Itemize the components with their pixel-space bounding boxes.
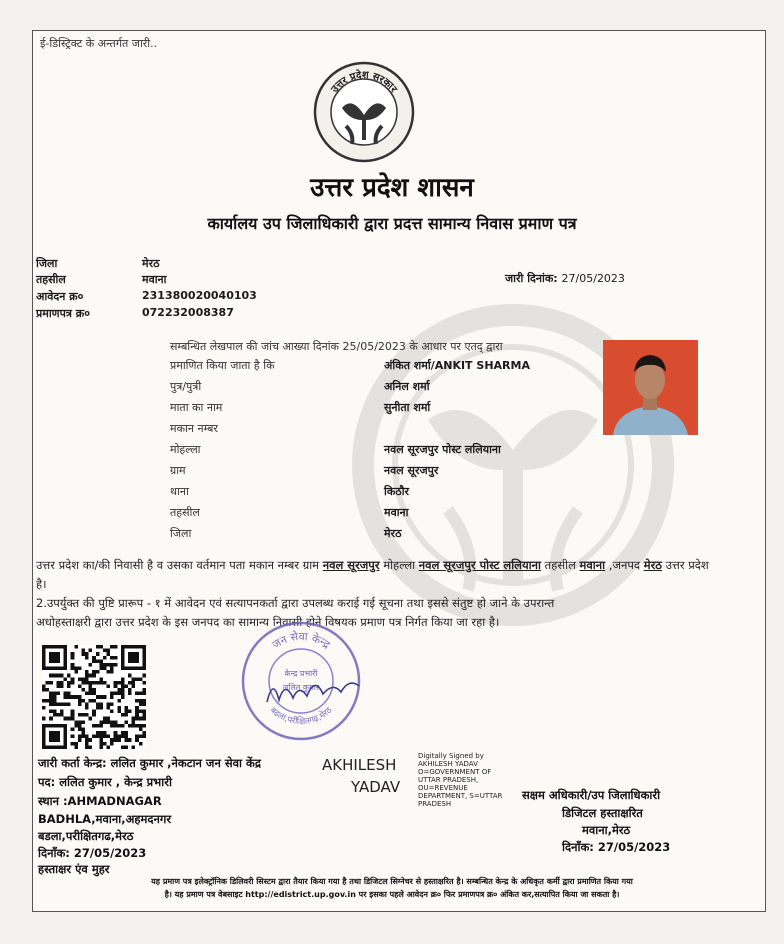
detail-value: अनिल शर्मा bbox=[384, 380, 430, 393]
digital-signature-details bbox=[418, 752, 518, 808]
up-government-emblem-icon bbox=[312, 60, 416, 164]
footer-note-line-2: है। यह प्रमाण पत्र वेबसाइट http://edistrict.up.gov.in पर इसका पहले आवेदन क्र० फिर प्रमाणपत्र क्र० अंकित कर,सत्यापित किया जा सकता है। bbox=[164, 890, 620, 899]
government-heading: उत्तर प्रदेश शासन bbox=[310, 173, 474, 203]
authority-line: डिजिटल हस्ताक्षरित bbox=[562, 806, 643, 820]
detail-label: थाना bbox=[170, 485, 189, 498]
statement-district: मेरठ bbox=[643, 558, 662, 572]
detail-value: किठौर bbox=[384, 485, 410, 498]
field-label: आवेदन क्र० bbox=[36, 290, 84, 303]
detail-label: पुत्र/पुत्री bbox=[170, 380, 202, 393]
dsig-line: O=GOVERNMENT OF bbox=[418, 768, 492, 776]
signer-first-name: AKHILESH bbox=[322, 756, 397, 774]
issuer-line: बडला,परीक्षितगढ,मेरठ bbox=[38, 829, 134, 843]
detail-value: सुनीता शर्मा bbox=[384, 401, 431, 414]
statement-text: उत्तर प्रदेश का/की निवासी है व उसका वर्तमान पता मकान नम्बर ग्राम bbox=[36, 558, 323, 572]
detail-label: प्रमाणित किया जाता है कि bbox=[170, 359, 275, 372]
svg-text:जन सेवा केन्द्र bbox=[270, 630, 333, 652]
field-value: 072232008387 bbox=[142, 306, 234, 319]
statement-text: मोहल्ला bbox=[379, 558, 419, 572]
handwritten-signature bbox=[263, 672, 363, 712]
dsig-line: PRADESH bbox=[418, 800, 452, 808]
dsig-line: AKHILESH YADAV bbox=[418, 760, 478, 768]
field-value: मवाना bbox=[142, 273, 167, 286]
field-value: 231380020040103 bbox=[142, 289, 257, 302]
field-label: प्रमाणपत्र क्र० bbox=[36, 307, 90, 320]
detail-value: मवाना bbox=[384, 506, 409, 519]
issuer-line: पद: ललित कुमार , केन्द्र प्रभारी bbox=[38, 775, 172, 789]
stamp-bottom-text: बढला,परीक्षितगढ़,मेरठ bbox=[267, 705, 335, 728]
signer-last-name: YADAV bbox=[351, 778, 401, 796]
qr-code bbox=[42, 645, 146, 749]
verification-intro: सम्बन्धित लेखपाल की जांच आख्या दिनांक 25/05/2023 के आधार पर एतद् द्वारा bbox=[170, 340, 503, 353]
authority-line: मवाना,मेरठ bbox=[582, 823, 631, 837]
stamp-mid-text: ललित कुमार bbox=[282, 683, 320, 692]
dsig-line: DEPARTMENT, S=UTTAR bbox=[418, 792, 503, 800]
stamp-mid-text: केन्द्र प्रभारी bbox=[284, 669, 318, 678]
statement-text: तहसील bbox=[541, 558, 580, 572]
statement-text: उत्तर प्रदेश है। bbox=[36, 558, 709, 591]
issuer-line: BADHLA,मवाना,अहमदनगर bbox=[38, 812, 172, 826]
statement-text: ,जनपद bbox=[605, 558, 644, 572]
detail-label: मोहल्ला bbox=[170, 443, 201, 456]
dsig-line: OU=REVENUE bbox=[418, 784, 468, 792]
detail-label: मकान नम्बर bbox=[170, 422, 218, 435]
detail-label: ग्राम bbox=[170, 464, 186, 477]
authority-line: दिनाँक: 27/05/2023 bbox=[562, 840, 671, 854]
field-label: तहसील bbox=[36, 273, 66, 286]
issuer-line: स्थान :AHMADNAGAR bbox=[38, 794, 162, 808]
statement-village: नवल सूरजपुर bbox=[322, 558, 380, 572]
stamp-top-text: जन सेवा केन्द्र bbox=[269, 629, 333, 652]
detail-value: नवल सूरजपुर bbox=[384, 464, 439, 477]
certificate-title: कार्यालय उप जिलाधिकारी द्वारा प्रदत्त सामान्य निवास प्रमाण पत्र bbox=[207, 214, 577, 233]
dsig-line: Digitally Signed by bbox=[418, 752, 484, 760]
detail-value: नवल सूरजपुर पोस्ट ललियाना bbox=[384, 443, 501, 456]
field-value: मेरठ bbox=[142, 257, 160, 270]
statement-mohalla: नवल सूरजपुर पोस्ट ललियाना bbox=[418, 558, 541, 572]
issuer-line: हस्ताक्षर एंव मुहर bbox=[38, 862, 110, 876]
statement-line-2: 2.उपर्युक्त की पुष्टि प्रारूप - १ में आवेदन एवं सत्यापनकर्ता द्वारा उपलब्ध कराई गई सूचना तथा इससे संतुष्ट हो जाने के उपरान्त bbox=[36, 596, 555, 610]
authority-line: सक्षम अधिकारी/उप जिलाधिकारी bbox=[522, 788, 661, 802]
residence-statement bbox=[36, 556, 716, 632]
issuer-line: जारी कर्ता केन्द्र: ललित कुमार ,नेकटान जन सेवा केंद्र bbox=[38, 756, 261, 770]
statement-line-3: अधोहस्ताक्षरी द्वारा उत्तर प्रदेश के इस जनपद का सामान्य निवासी होने विषयक प्रमाण पत्र निर्गत किया जा रहा है। bbox=[36, 615, 500, 629]
detail-label: जिला bbox=[170, 527, 192, 540]
applicant-name: अंकित शर्मा/ANKIT SHARMA bbox=[384, 359, 530, 372]
issue-date-value: 27/05/2023 bbox=[561, 272, 625, 285]
emblem-text: उत्तर प्रदेश सरकार bbox=[329, 69, 399, 95]
dsig-line: UTTAR PRADESH, bbox=[418, 776, 479, 784]
detail-value: मेरठ bbox=[384, 527, 402, 540]
footer-note-line-1: यह प्रमाण पत्र इलेक्ट्रॉनिक डिलिवरी सिस्टम द्वारा तैयार किया गया है तथा डिजिटल सिग्नेचर से हस्ताक्षरित है। सम्बन्धित केन्द्र के अधिकृत कर्मी द्वारा प्रमाणित किया गया bbox=[151, 877, 633, 886]
statement-tehsil: मवाना bbox=[579, 558, 606, 572]
issue-date bbox=[505, 271, 625, 286]
field-label: जिला bbox=[36, 257, 58, 270]
detail-label: तहसील bbox=[170, 506, 200, 519]
detail-label: माता का नाम bbox=[170, 401, 223, 414]
issuer-line: दिनाँक: 27/05/2023 bbox=[38, 846, 147, 860]
issue-date-label: जारी दिनांक: bbox=[505, 272, 558, 285]
issued-under-note: ई-डिस्ट्रिक्ट के अन्तर्गत जारी.. bbox=[40, 37, 158, 50]
applicant-photo bbox=[603, 340, 698, 435]
